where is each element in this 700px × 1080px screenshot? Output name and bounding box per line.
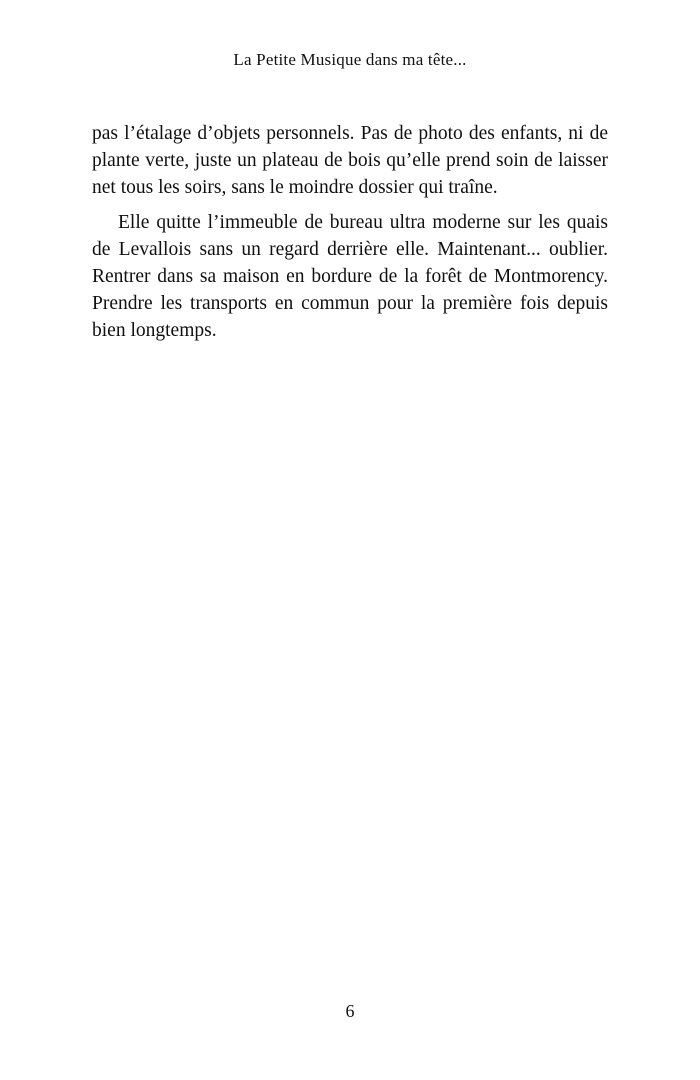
paragraph-continuation: pas l’étalage d’objets personnels. Pas de photo des enfants, ni de plante verte, juste un plateau de bois qu’elle prend soin de laisser net tous les soirs, sans le moindre dossier qui traîne.: [92, 123, 608, 198]
running-header: La Petite Musique dans ma tête...: [233, 50, 467, 69]
paragraph-second: Elle quitte l’immeuble de bureau ultra moderne sur les quais de Levallois sans un regard derrière elle. Maintenant... oublier. Rentrer dans sa maison en bordure de la forêt de Montmorency. Prendre les transports en commun pour la première fois depuis bien longtemps.: [92, 212, 608, 341]
body-text: [92, 120, 608, 344]
page-number: 6: [345, 1001, 355, 1021]
